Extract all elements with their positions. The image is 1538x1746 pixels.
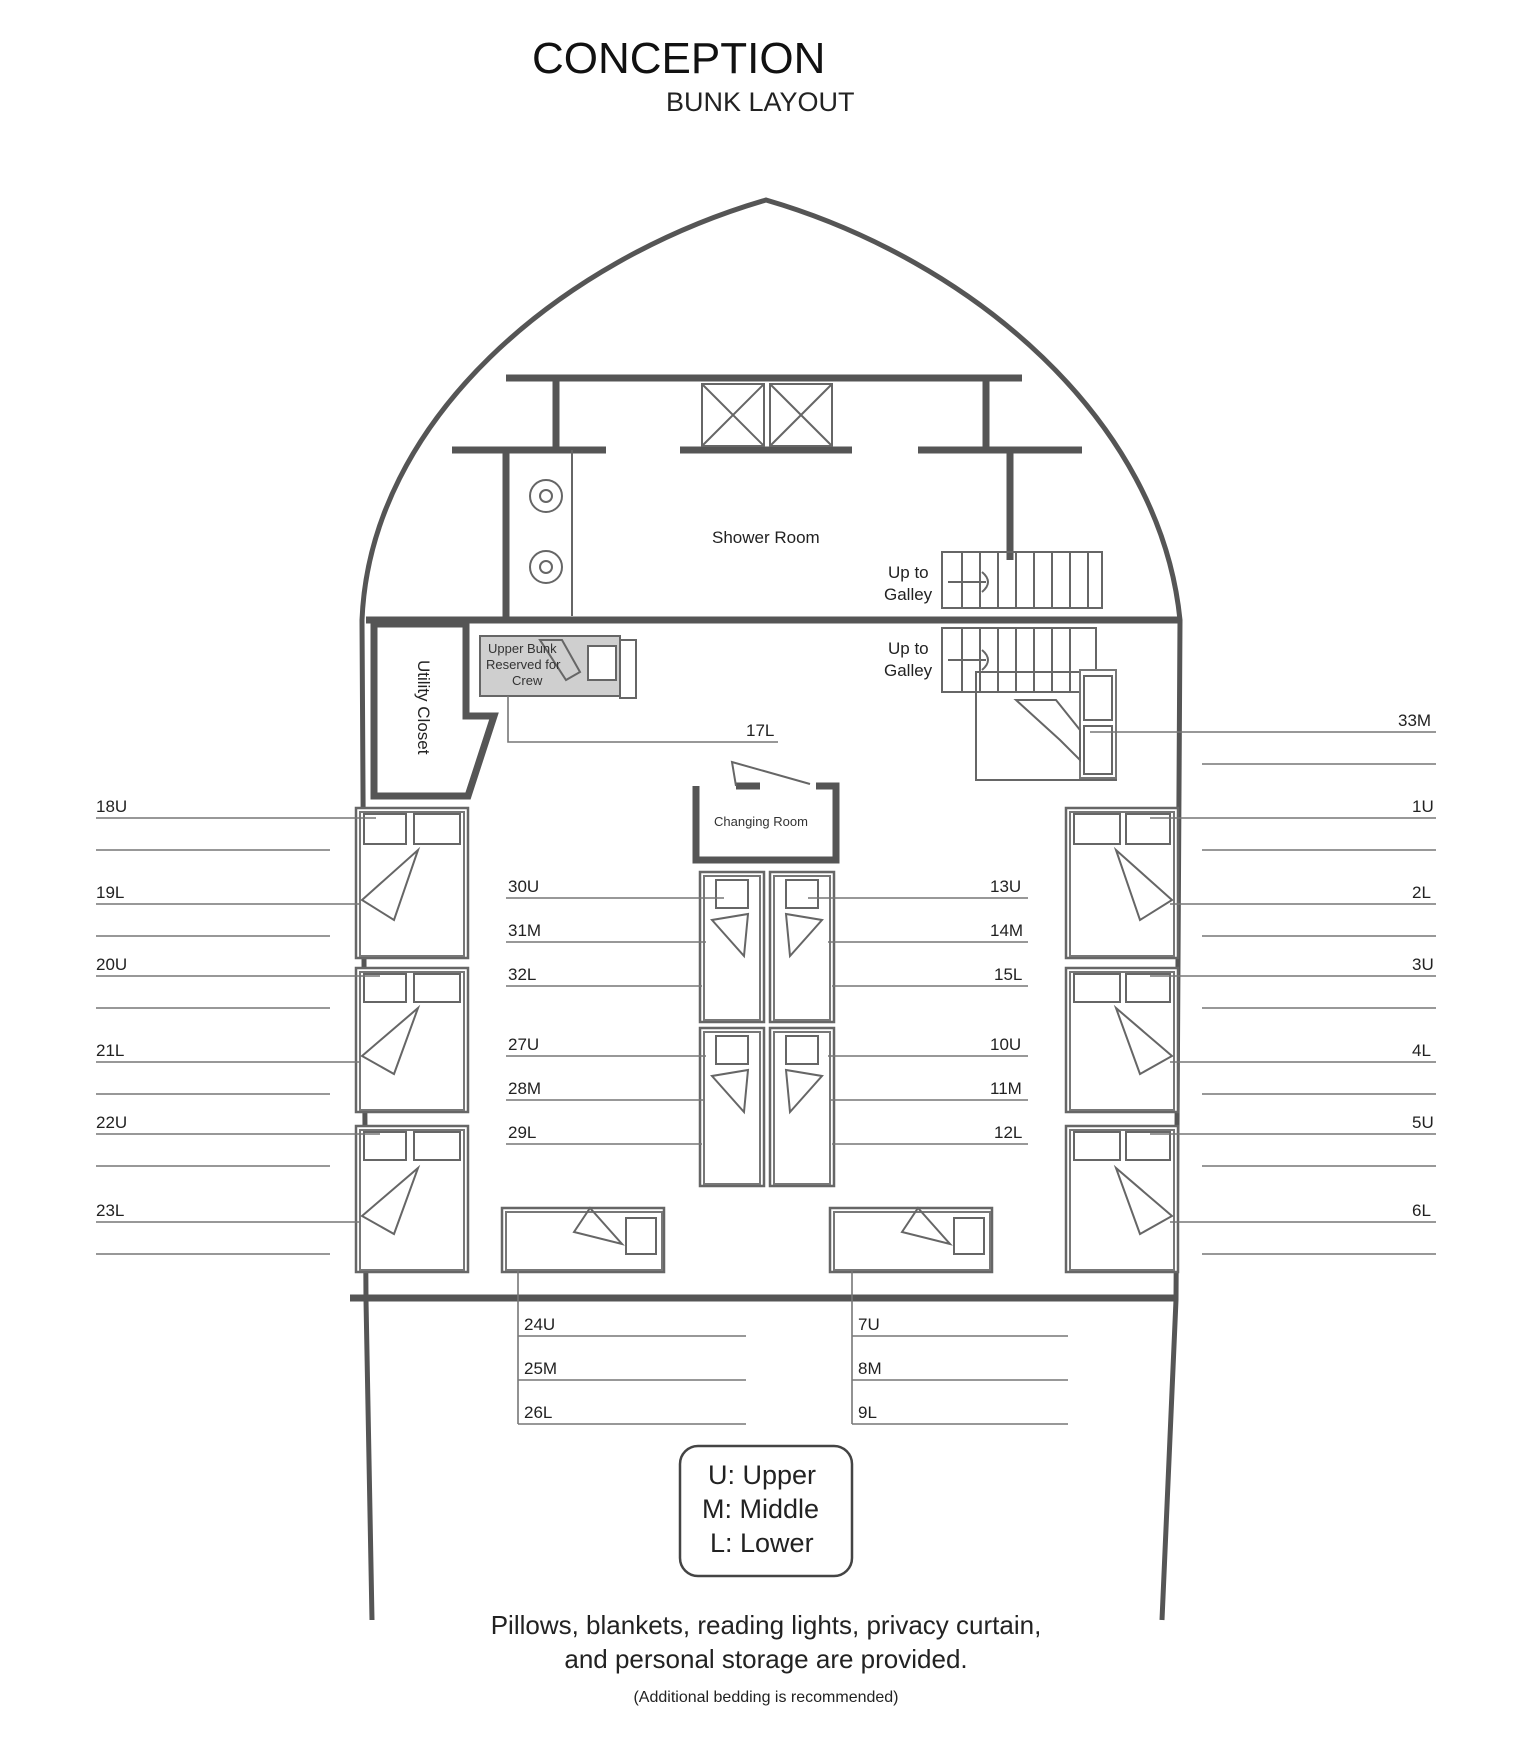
bunk-label-8m: 8M: [858, 1359, 882, 1378]
legend-middle: M: Middle: [702, 1494, 820, 1524]
bunk-label-14m: 14M: [990, 921, 1024, 940]
bunk-label-13u: 13U: [990, 877, 1022, 896]
bunk-label-7u: 7U: [858, 1315, 880, 1334]
leaders-center: [506, 898, 1028, 1144]
bunk-label-22u: 22U: [96, 1113, 128, 1132]
crew-label-1: Upper Bunk: [488, 641, 557, 656]
bunk-label-19l: 19L: [96, 883, 125, 902]
bunk-label-11m: 11M: [990, 1079, 1022, 1098]
page-title: CONCEPTION: [532, 34, 826, 83]
bunk-stack-aft-left[interactable]: [502, 1208, 664, 1272]
utility-closet-label: Utility Closet: [414, 660, 433, 755]
bunk-label-20u: 20U: [96, 955, 128, 974]
bunk-label-12l: 12L: [994, 1123, 1023, 1142]
leaders-left: [96, 818, 380, 1254]
bunk-stack-center-2[interactable]: [770, 872, 834, 1022]
bunk-label-27u: 27U: [508, 1035, 540, 1054]
bunk-label-32l: 32L: [508, 965, 537, 984]
bunk-label-24u: 24U: [524, 1315, 556, 1334]
leaders-aft: [518, 1270, 1068, 1424]
galley-stairs-label-1b: Galley: [884, 585, 933, 604]
amenities-note-2: and personal storage are provided.: [564, 1644, 968, 1674]
bunk-stack-left-2[interactable]: [356, 968, 468, 1112]
bunk-label-3u: 3U: [1412, 955, 1434, 974]
shower-stalls: [702, 384, 832, 446]
bunk-label-21l: 21L: [96, 1041, 125, 1060]
toilet-icon: [530, 551, 562, 583]
galley-stairs-label-1: Up to: [888, 563, 929, 582]
bunk-label-17l: 17L: [746, 721, 775, 740]
bunk-label-18u: 18U: [96, 797, 128, 816]
galley-stairs-label-2: Up to: [888, 639, 929, 658]
bunk-stack-left-1[interactable]: [356, 808, 468, 958]
bunk-label-25m: 25M: [524, 1359, 558, 1378]
toilet-icon: [530, 480, 562, 512]
crew-label-2: Reserved for: [486, 657, 561, 672]
bunk-label-5u: 5U: [1412, 1113, 1434, 1132]
bunk-stack-right-1[interactable]: [1066, 808, 1178, 958]
bunk-label-26l: 26L: [524, 1403, 553, 1422]
bunk-stack-center-1[interactable]: [700, 872, 764, 1022]
bunk-stack-right-3[interactable]: [1066, 1126, 1178, 1272]
galley-stairs-label-2b: Galley: [884, 661, 933, 680]
bunk-label-4l: 4L: [1412, 1041, 1431, 1060]
bunk-label-28m: 28M: [508, 1079, 542, 1098]
bunk-label-23l: 23L: [96, 1201, 125, 1220]
bunk-label-15l: 15L: [994, 965, 1023, 984]
legend-lower: L: Lower: [710, 1528, 814, 1558]
bunk-stack-center-3[interactable]: [700, 1028, 764, 1186]
leader-17l: [508, 696, 778, 742]
bunk-stack-right-2[interactable]: [1066, 968, 1178, 1112]
page-subtitle: BUNK LAYOUT: [666, 87, 855, 117]
bunk-stack-center-4[interactable]: [770, 1028, 834, 1186]
bunk-label-10u: 10U: [990, 1035, 1022, 1054]
bunk-stack-left-3[interactable]: [356, 1126, 468, 1272]
bunk-label-2l: 2L: [1412, 883, 1431, 902]
stairs-upper[interactable]: [942, 552, 1102, 608]
bunk-label-30u: 30U: [508, 877, 540, 896]
bedding-note: (Additional bedding is recommended): [633, 1689, 899, 1706]
crew-label-3: Crew: [512, 673, 543, 688]
bunk-label-31m: 31M: [508, 921, 542, 940]
bunk-label-33m: 33M: [1398, 711, 1432, 730]
changing-room-label: Changing Room: [714, 814, 808, 829]
bunk-label-1u: 1U: [1412, 797, 1434, 816]
bunk-label-6l: 6L: [1412, 1201, 1431, 1220]
changing-room[interactable]: [696, 762, 836, 860]
stairs-lower[interactable]: [942, 628, 1096, 692]
utility-closet: [374, 624, 494, 796]
bunk-label-29l: 29L: [508, 1123, 537, 1142]
bunk-label-9l: 9L: [858, 1403, 877, 1422]
shower-room-label: Shower Room: [712, 528, 820, 547]
legend-upper: U: Upper: [708, 1460, 817, 1490]
bunk-stack-aft-right[interactable]: [830, 1208, 992, 1272]
amenities-note-1: Pillows, blankets, reading lights, privacy curtain,: [490, 1610, 1042, 1640]
